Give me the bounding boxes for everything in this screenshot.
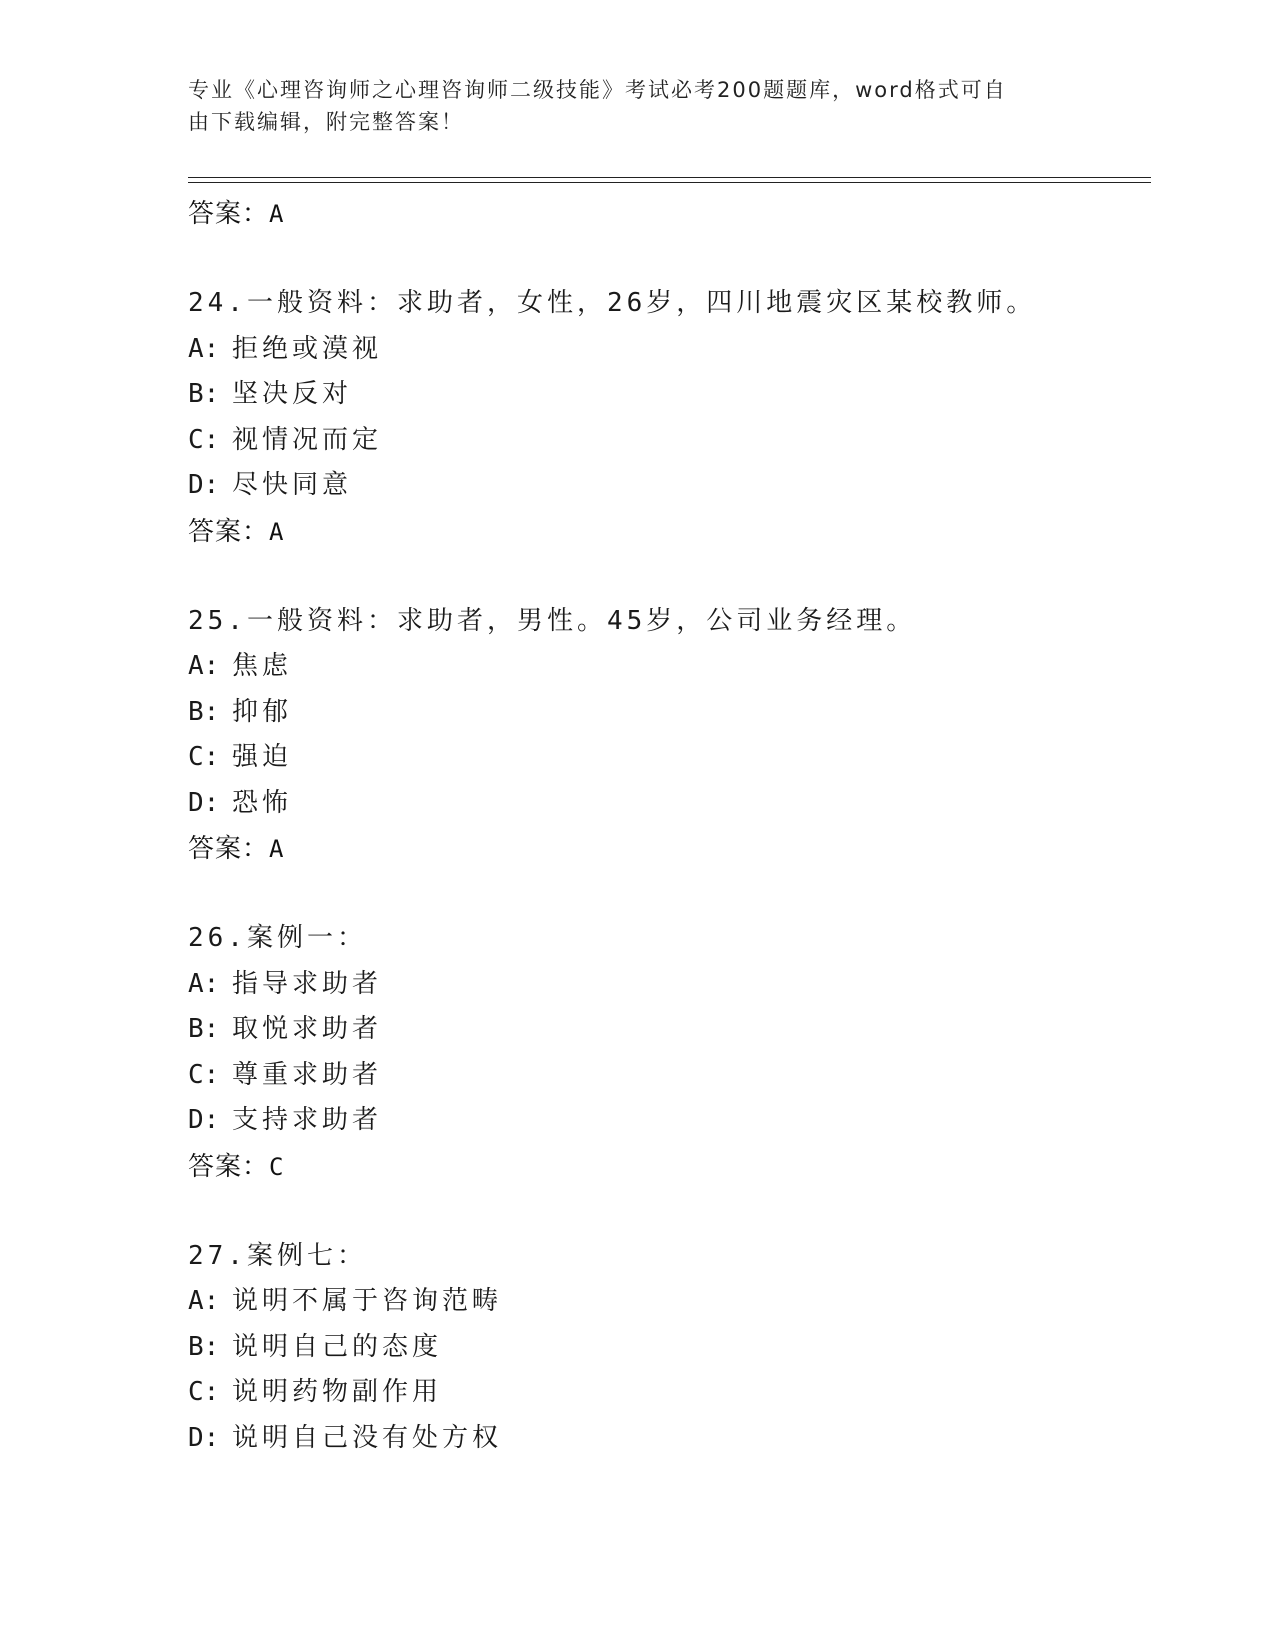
question-title: 27.案例七： <box>188 1240 367 1271</box>
option-c <box>188 735 1151 781</box>
answer-value: A <box>269 200 285 228</box>
option-a <box>188 327 1151 373</box>
answer-value: C <box>269 1152 285 1181</box>
option-c <box>188 1370 1151 1416</box>
spacer <box>188 555 1151 599</box>
answer-line <box>188 1144 1151 1190</box>
spacer <box>188 1190 1151 1234</box>
option-label: A: <box>188 968 220 999</box>
option-c <box>188 418 1151 464</box>
option-label: B: <box>188 379 220 409</box>
option-d <box>188 781 1151 827</box>
option-text: 取悦求助者 <box>232 1014 383 1044</box>
option-text: 坚决反对 <box>232 379 353 409</box>
option-label: D: <box>188 1105 220 1135</box>
option-text: 尊重求助者 <box>232 1059 383 1090</box>
question-list <box>188 191 1151 1461</box>
option-label: D: <box>188 1422 220 1453</box>
option-b <box>188 372 1151 418</box>
option-label: C: <box>188 424 220 455</box>
question-title: 24.一般资料：求助者，女性，26岁，四川地震灾区某校教师。 <box>188 288 1037 318</box>
answer-value: A <box>269 517 285 546</box>
document-header <box>188 74 1068 138</box>
option-label: B: <box>188 696 220 727</box>
option-d <box>188 463 1151 509</box>
option-text: 视情况而定 <box>232 424 383 455</box>
option-label: A: <box>188 1286 220 1316</box>
answer-line <box>188 191 1151 237</box>
question-block <box>188 916 1151 1190</box>
option-a <box>188 1279 1151 1325</box>
header-divider-top <box>188 177 1151 178</box>
option-label: C: <box>188 742 220 772</box>
spacer <box>188 872 1151 916</box>
answer-label: 答案： <box>188 1151 270 1182</box>
option-text: 说明自己没有处方权 <box>232 1422 503 1453</box>
option-d <box>188 1416 1151 1462</box>
option-label: A: <box>188 333 220 364</box>
option-text: 恐怖 <box>232 787 293 818</box>
option-label: D: <box>188 470 220 500</box>
option-text: 焦虑 <box>232 651 293 681</box>
answer-value: A <box>269 835 285 863</box>
header-line-2: 由下载编辑，附完整答案！ <box>188 110 464 134</box>
option-text: 指导求助者 <box>232 968 383 999</box>
option-text: 拒绝或漠视 <box>232 333 383 364</box>
option-a <box>188 962 1151 1008</box>
option-label: B: <box>188 1014 220 1044</box>
answer-line <box>188 509 1151 555</box>
option-a <box>188 644 1151 690</box>
option-label: C: <box>188 1377 220 1407</box>
option-d <box>188 1098 1151 1144</box>
question-block <box>188 599 1151 873</box>
question-block <box>188 281 1151 555</box>
option-text: 说明药物副作用 <box>232 1377 443 1407</box>
header-divider-bottom <box>188 182 1151 183</box>
option-b <box>188 690 1151 736</box>
answer-line <box>188 826 1151 872</box>
option-text: 说明自己的态度 <box>232 1331 443 1362</box>
option-label: C: <box>188 1059 220 1090</box>
question-title: 25.一般资料：求助者，男性。45岁，公司业务经理。 <box>188 605 917 636</box>
question-block <box>188 1234 1151 1462</box>
option-c <box>188 1053 1151 1099</box>
answer-label: 答案： <box>188 199 270 229</box>
option-b <box>188 1325 1151 1371</box>
option-text: 强迫 <box>232 742 293 772</box>
header-line-1: 专业《心理咨询师之心理咨询师二级技能》考试必考200题题库，word格式可自 <box>188 78 1007 102</box>
question-title: 26.案例一： <box>188 923 367 953</box>
option-text: 支持求助者 <box>232 1105 383 1135</box>
spacer <box>188 237 1151 281</box>
answer-label: 答案： <box>188 834 270 864</box>
answer-label: 答案： <box>188 516 270 547</box>
option-b <box>188 1007 1151 1053</box>
option-label: D: <box>188 787 220 818</box>
option-text: 说明不属于咨询范畴 <box>232 1286 503 1316</box>
option-text: 抑郁 <box>232 696 293 727</box>
option-label: B: <box>188 1331 220 1362</box>
option-label: A: <box>188 651 220 681</box>
option-text: 尽快同意 <box>232 470 353 500</box>
